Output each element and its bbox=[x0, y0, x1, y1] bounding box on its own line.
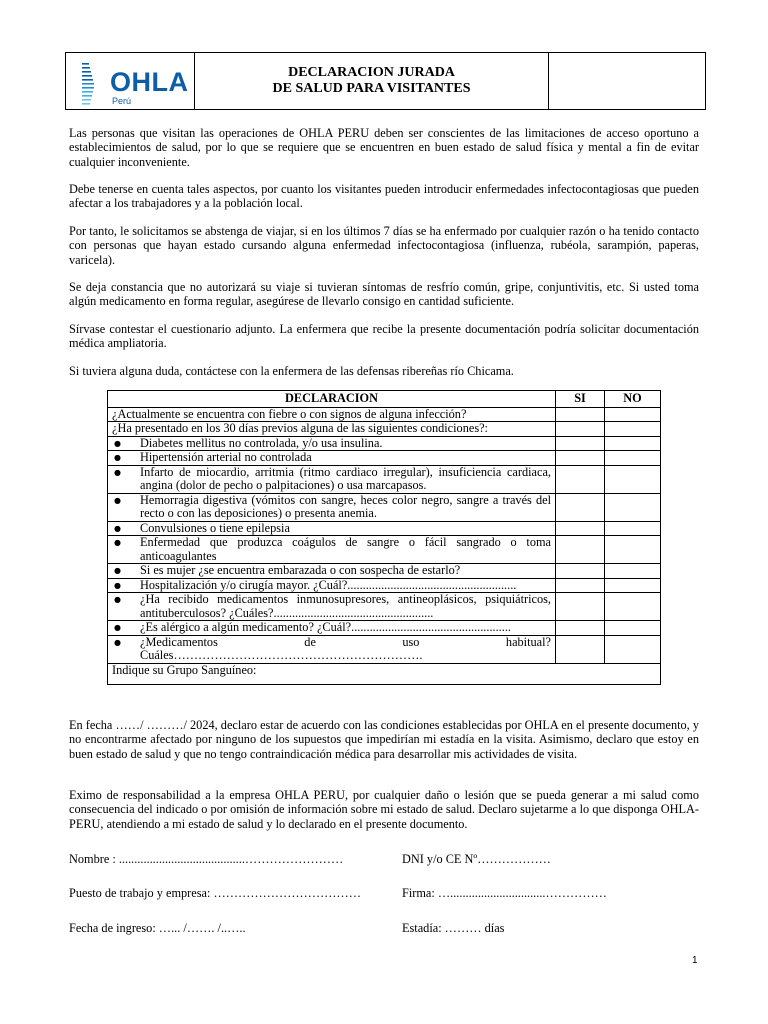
estadia-field[interactable]: Estadía: ……… días bbox=[402, 921, 505, 935]
bullet-icon: ● bbox=[114, 538, 121, 547]
bullet-icon: ● bbox=[114, 438, 121, 448]
header-no: NO bbox=[605, 391, 661, 408]
answer-si-cell[interactable] bbox=[556, 422, 605, 437]
header-blank-cell bbox=[549, 53, 705, 109]
question-text: Infarto de miocardio, arritmia (ritmo cardiaco irregular), insuficiencia cardiaca, angina (dolor de pecho o palpitaciones) o usa marcapasos. bbox=[140, 464, 551, 492]
question-cell bbox=[108, 621, 556, 636]
question-text: Hipertensión arterial no controlada bbox=[140, 450, 312, 464]
question-text: ¿Ha presentado en los 30 días previos alguna de las siguientes condiciones?: bbox=[112, 421, 488, 435]
blood-group-row bbox=[108, 663, 661, 684]
table-row bbox=[108, 536, 661, 564]
answer-no-cell[interactable] bbox=[605, 407, 661, 422]
liability-statement: Eximo de responsabilidad a la empresa OHLA PERU, por cualquier daño o lesión que se pueda generar a mi salud como consecuencia del indicado o por omisión de información sobre mi estado de salud. Declaro sujetarme a lo que disponga OHLA-PERU, atendiendo a mi estado de salud y lo declarado en el presente documento. bbox=[69, 788, 699, 831]
answer-si-cell[interactable] bbox=[556, 493, 605, 521]
table-row bbox=[108, 593, 661, 621]
bullet-icon: ● bbox=[114, 467, 121, 477]
question-cell bbox=[108, 407, 556, 422]
answer-no-cell[interactable] bbox=[605, 621, 661, 636]
answer-no-cell[interactable] bbox=[605, 635, 661, 663]
blood-group-label[interactable]: Indique su Grupo Sanguíneo: bbox=[108, 663, 661, 684]
answer-no-cell[interactable] bbox=[605, 422, 661, 437]
question-cell bbox=[108, 578, 556, 593]
table-header-row bbox=[108, 391, 661, 408]
document-header bbox=[65, 52, 706, 110]
risk-paragraph: Debe tenerse en cuenta tales aspectos, por cuanto los visitantes pueden introducir enfermedades infectocontagiosas que pueden afectar a los trabajadores y a la población local. bbox=[69, 182, 699, 211]
table-row bbox=[108, 621, 661, 636]
answer-no-cell[interactable] bbox=[605, 593, 661, 621]
question-text: Diabetes mellitus no controlada, y/o usa insulina. bbox=[140, 435, 383, 450]
logo-subtext: Perú bbox=[112, 96, 132, 106]
question-text: Enfermedad que produzca coágulos de sangre o fácil sangrado o toma anticoagulantes bbox=[140, 535, 551, 563]
question-cell bbox=[108, 451, 556, 466]
question-text: Convulsiones o tiene epilepsia bbox=[140, 520, 290, 535]
nombre-field[interactable]: Nombre : .........................................…………………… bbox=[69, 852, 344, 866]
answer-no-cell[interactable] bbox=[605, 578, 661, 593]
question-cell bbox=[108, 436, 556, 451]
bullet-icon: ● bbox=[114, 453, 121, 462]
question-text: ¿Actualmente se encuentra con fiebre o con signos de alguna infección? bbox=[112, 406, 467, 421]
declaration-table bbox=[107, 390, 661, 685]
answer-no-cell[interactable] bbox=[605, 564, 661, 579]
dni-field[interactable]: DNI y/o CE Nº……………… bbox=[402, 852, 551, 866]
table-row bbox=[108, 578, 661, 593]
answer-si-cell[interactable] bbox=[556, 521, 605, 536]
answer-si-cell[interactable] bbox=[556, 451, 605, 466]
answer-si-cell[interactable] bbox=[556, 536, 605, 564]
logo-cell bbox=[66, 53, 195, 109]
answer-si-cell[interactable] bbox=[556, 564, 605, 579]
answer-no-cell[interactable] bbox=[605, 521, 661, 536]
question-cell bbox=[108, 635, 556, 663]
puesto-field[interactable]: Puesto de trabajo y empresa: ……………………………… bbox=[69, 886, 362, 900]
table-row bbox=[108, 493, 661, 521]
question-text: ¿Ha recibido medicamentos inmunosupresores, antineoplásicos, psiquiátricos, antituberculosos? ¿Cuáles?.................................................... bbox=[140, 592, 551, 620]
intro-paragraph: Las personas que visitan las operaciones de OHLA PERU deben ser conscientes de las limitaciones de acceso oportuno a establecimientos de salud, por lo que se requiere que se encuentren en buen estado de salud física y mental a fin de evitar cualquier inconveniente. bbox=[69, 126, 699, 169]
question-cell bbox=[108, 536, 556, 564]
answer-no-cell[interactable] bbox=[605, 536, 661, 564]
firma-field[interactable]: Firma: …...............................…………… bbox=[402, 886, 607, 900]
table-row bbox=[108, 521, 661, 536]
request-paragraph: Por tanto, le solicitamos se abstenga de viajar, si en los últimos 7 días se ha enfermado por cualquier razón o ha tenido contacto con personas que hayan estado cursando alguna enfermedad infectocontagiosa (influenza, rubéola, sarampión, paperas, varicela). bbox=[69, 224, 699, 267]
question-text: Si es mujer ¿se encuentra embarazada o con sospecha de estarlo? bbox=[140, 563, 461, 577]
answer-si-cell[interactable] bbox=[556, 465, 605, 493]
question-cell bbox=[108, 422, 556, 437]
fecha-ingreso-field[interactable]: Fecha de ingreso: …... /……. /..….. bbox=[69, 921, 246, 935]
bullet-icon: ● bbox=[114, 595, 121, 604]
bullet-icon: ● bbox=[114, 566, 121, 575]
question-cell bbox=[108, 564, 556, 579]
page-number: 1 bbox=[692, 955, 698, 966]
question-text: Hemorragia digestiva (vómitos con sangre, heces color negro, sangre a través del recto o con las deposiciones) o presenta anemia. bbox=[140, 492, 551, 520]
contact-paragraph: Si tuviera alguna duda, contáctese con la enfermera de las defensas ribereñas río Chicama. bbox=[69, 364, 514, 378]
answer-si-cell[interactable] bbox=[556, 635, 605, 663]
answer-si-cell[interactable] bbox=[556, 436, 605, 451]
questionnaire-paragraph: Sírvase contestar el cuestionario adjunto. La enfermera que recibe la presente documentación podría solicitar documentación médica ampliatoria. bbox=[69, 322, 699, 351]
answer-si-cell[interactable] bbox=[556, 578, 605, 593]
declaration-rows bbox=[108, 407, 661, 663]
answer-no-cell[interactable] bbox=[605, 451, 661, 466]
title-line-1: DECLARACION JURADA bbox=[288, 65, 455, 80]
table-row bbox=[108, 564, 661, 579]
table-row bbox=[108, 422, 661, 437]
ohla-logo-icon bbox=[80, 61, 108, 109]
date-statement: En fecha ……/ ………/ 2024, declaro estar de acuerdo con las condiciones establecidas por OHLA en el presente documento, y no encontrarme afectado por ninguno de los supuestos que impedirían mi estadía en la visita. Asimismo, declaro que estoy en buen estado de salud y que no tengo contraindicación médica para desarrollar mis actividades de visita. bbox=[69, 718, 699, 761]
symptoms-paragraph: Se deja constancia que no autorizará su viaje si tuvieran síntomas de resfrío común, gripe, conjuntivitis, etc. Si usted toma algún medicamento en forma regular, asegúrese de llevarlo consigo en cantidad suficiente. bbox=[69, 280, 699, 309]
title-line-2: DE SALUD PARA VISITANTES bbox=[272, 81, 471, 96]
answer-si-cell[interactable] bbox=[556, 621, 605, 636]
logo-text: OHLA bbox=[110, 67, 189, 97]
question-cell bbox=[108, 593, 556, 621]
table-row bbox=[108, 451, 661, 466]
question-text: ¿Medicamentos de uso habitual? Cuáles……………………………………………………. bbox=[140, 634, 551, 662]
header-si: SI bbox=[556, 391, 605, 408]
bullet-icon: ● bbox=[114, 495, 121, 505]
bullet-icon: ● bbox=[114, 623, 121, 632]
answer-si-cell[interactable] bbox=[556, 593, 605, 621]
question-cell bbox=[108, 493, 556, 521]
answer-no-cell[interactable] bbox=[605, 493, 661, 521]
question-cell bbox=[108, 465, 556, 493]
header-declaracion: DECLARACION bbox=[108, 391, 556, 408]
bullet-icon: ● bbox=[114, 523, 121, 533]
table-row bbox=[108, 436, 661, 451]
document-title bbox=[195, 53, 549, 109]
question-text: ¿Es alérgico a algún medicamento? ¿Cuál?.................................................... bbox=[140, 620, 511, 634]
table-row bbox=[108, 635, 661, 663]
table-row bbox=[108, 465, 661, 493]
answer-no-cell[interactable] bbox=[605, 436, 661, 451]
answer-si-cell[interactable] bbox=[556, 407, 605, 422]
bullet-icon: ● bbox=[114, 637, 121, 647]
question-cell bbox=[108, 521, 556, 536]
question-text: Hospitalización y/o cirugía mayor. ¿Cuál?....................................................... bbox=[140, 577, 517, 592]
table-row bbox=[108, 407, 661, 422]
bullet-icon: ● bbox=[114, 580, 121, 590]
answer-no-cell[interactable] bbox=[605, 465, 661, 493]
